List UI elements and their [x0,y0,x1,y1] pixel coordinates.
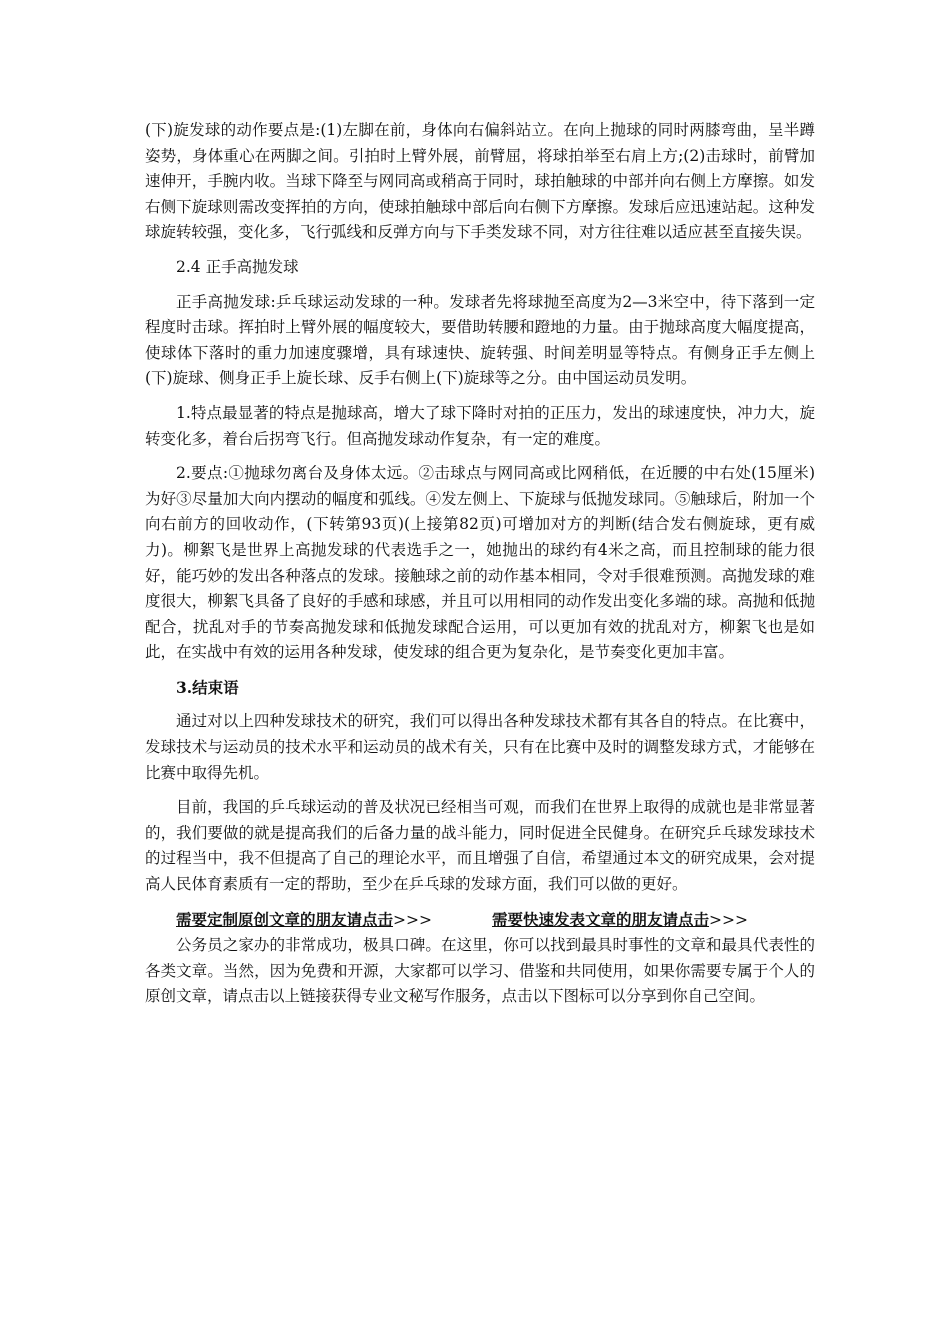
section-heading-2-4: 2.4 正手高抛发球 [176,257,299,276]
paragraph-site-promo: 公务员之家办的非常成功，极具口碑。在这里，你可以找到最具时事性的文章和最具代表性的各类文章。当然，因为免费和开源，大家都可以学习、借鉴和共同使用，如果你需要专属于个人的原创文章，请点击以上链接获得专业文秘写作服务，点击以下图标可以分享到你自己空间。 [145,936,815,1006]
section-heading-conclusion: 3.结束语 [176,677,239,697]
paragraph-high-toss-features: 1.特点最显著的特点是抛球高，增大了球下降时对拍的正压力，发出的球速度快，冲力大，旋转变化多，着台后拐弯飞行。但高抛发球动作复杂，有一定的难度。 [145,403,815,448]
paragraph-conclusion-1: 通过对以上四种发球技术的研究，我们可以得出各种发球技术都有其各自的特点。在比赛中，发球技术与运动员的技术水平和运动员的战术有关，只有在比赛中及时的调整发球方式，才能够在比赛中取得先机。 [145,712,815,782]
document-page [145,118,815,1010]
fast-publish-link-arrow: >>> [709,910,748,929]
paragraph-serve-technique-points: (下)旋发球的动作要点是:(1)左脚在前，身体向右偏斜站立。在向上抛球的同时两膝弯曲，呈半蹲姿势，身体重心在两脚之间。引拍时上臂外展，前臂屈，将球拍举至右肩上方;(2)击球时，前臂加速伸开，手腕内收。当球下降至与网同高或稍高于同时，球拍触球的中部并向右侧上方摩擦。如发右侧下旋球则需改变挥拍的方向，使球拍触球中部后向右侧下方摩擦。发球后应迅速站起。这种发球旋转较强，变化多，飞行弧线和反弹方向与下手类发球不同，对方往往难以适应甚至直接失误。 [145,121,815,242]
paragraph-high-toss-key-points: 2.要点:①抛球勿离台及身体太远。②击球点与网同高或比网稍低，在近腰的中右处(15厘米)为好③尽量加大向内摆动的幅度和弧线。④发左侧上、下旋球与低抛发球同。⑤触球后，附加一个向右前方的回收动作，(下转第93页)(上接第82页)可增加对方的判断(结合发右侧旋球，更有威力)。柳絮飞是世界上高抛发球的代表选手之一，她抛出的球约有4米之高，而且控制球的能力很好，能巧妙的发出各种落点的发球。接触球之前的动作基本相同，令对手很难预测。高抛发球的难度很大，柳絮飞具备了良好的手感和球感，并且可以用相同的动作发出变化多端的球。高抛和低抛配合，扰乱对手的节奏高抛发球和低抛发球配合运用，可以更加有效的扰乱对方，柳絮飞也是如此，在实战中有效的运用各种发球，使发球的组合更为复杂化，是节奏变化更加丰富。 [145,464,815,662]
custom-article-link-arrow: >>> [393,910,432,929]
custom-article-link[interactable]: 需要定制原创文章的朋友请点击 [176,909,394,929]
paragraph-high-toss-serve-definition: 正手高抛发球:乒乓球运动发球的一种。发球者先将球抛至高度为2—3米空中，待下落到一定程度时击球。挥拍时上臂外展的幅度较大，要借助转腰和蹬地的力量。由于抛球高度大幅度提高，使球体下落时的重力加速度骤增，具有球速快、旋转强、时间差明显等特点。有侧身正手左侧上(下)旋球、侧身正手上旋长球、反手右侧上(下)旋球等之分。由中国运动员发明。 [145,292,815,388]
paragraph-conclusion-2: 目前，我国的乒乓球运动的普及状况已经相当可观，而我们在世界上取得的成就也是非常显著的，我们要做的就是提高我们的后备力量的战斗能力，同时促进全民健身。在研究乒乓球发球技术的过程当中，我不但提高了自己的理论水平，而且增强了自信，希望通过本文的研究成果，会对提高人民体育素质有一定的帮助，至少在乒乓球的发球方面，我们可以做的更好。 [145,798,815,894]
promo-links-row [145,907,815,934]
fast-publish-link[interactable]: 需要快速发表文章的朋友请点击 [491,909,709,929]
